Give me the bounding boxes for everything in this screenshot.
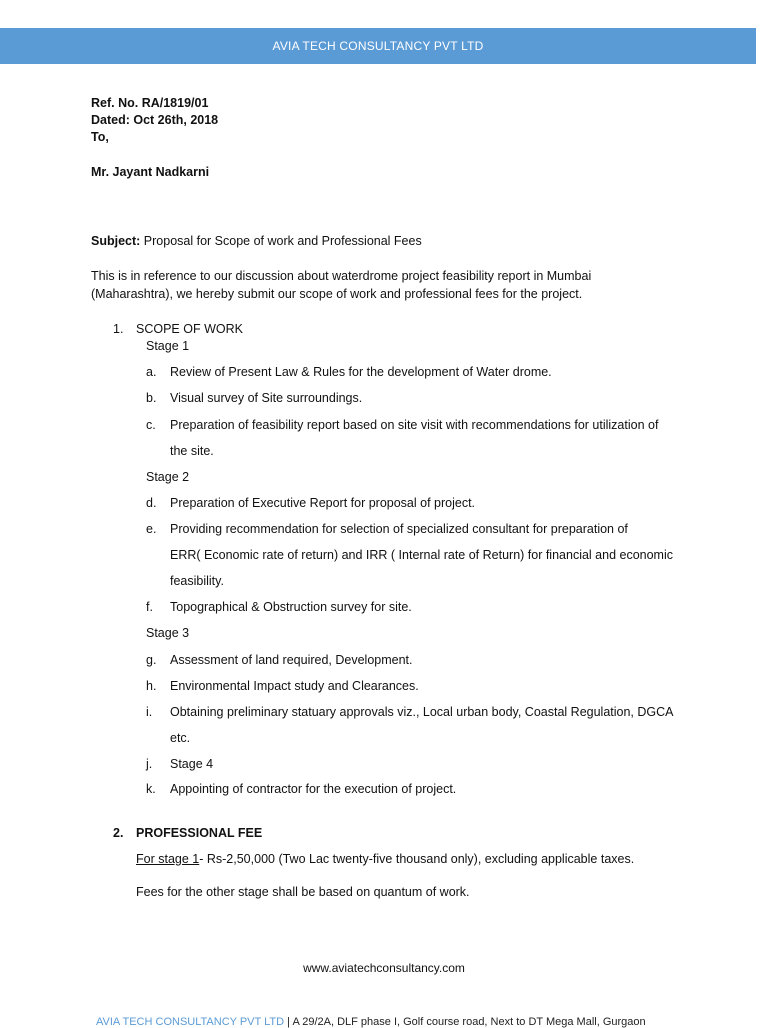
list-item: Visual survey of Site surroundings. — [170, 391, 363, 405]
list-item-continuation: feasibility. — [170, 574, 224, 588]
list-marker: h. — [146, 679, 157, 693]
subject-line — [91, 233, 422, 249]
footer-brand: AVIA TECH CONSULTANCY PVT LTD — [96, 1016, 285, 1028]
stage-3-heading: Stage 3 — [146, 626, 190, 640]
company-name: AVIA TECH CONSULTANCY PVT LTD — [272, 39, 484, 53]
letter-date: Dated: Oct 26th, 2018 — [91, 113, 219, 127]
list-marker: e. — [146, 522, 157, 536]
subject-text: Proposal for Scope of work and Professional Fees — [140, 234, 422, 248]
list-item: Assessment of land required, Development. — [170, 653, 413, 667]
list-item: Appointing of contractor for the execution of project. — [170, 782, 457, 796]
fee-stage-1 — [136, 851, 634, 867]
list-item-continuation: the site. — [170, 444, 214, 458]
fee-stage-1-text: - Rs-2,50,000 (Two Lac twenty-five thousand only), excluding applicable taxes. — [199, 852, 635, 866]
list-item: Topographical & Obstruction survey for site. — [170, 600, 412, 614]
stage-1-heading: Stage 1 — [146, 339, 190, 353]
list-item: Providing recommendation for selection of specialized consultant for preparation of — [170, 522, 628, 536]
salutation-to: To, — [91, 130, 109, 144]
list-item: Preparation of Executive Report for proposal of project. — [170, 496, 476, 510]
list-item: Obtaining preliminary statuary approvals viz., Local urban body, Coastal Regulation, DGCA — [170, 705, 674, 719]
stage-2-heading: Stage 2 — [146, 470, 190, 484]
section-heading-scope: SCOPE OF WORK — [136, 322, 243, 336]
recipient-name: Mr. Jayant Nadkarni — [91, 165, 210, 179]
footer-address-text: | A 29/2A, DLF phase I, Golf course road, Next to DT Mega Mall, Gurgaon — [284, 1016, 646, 1028]
section-number: 1. — [113, 322, 124, 336]
fee-stage-1-label: For stage 1 — [136, 852, 200, 866]
list-item-continuation: ERR( Economic rate of return) and IRR ( Internal rate of Return) for financial and economic — [170, 548, 673, 562]
list-item: Review of Present Law & Rules for the development of Water drome. — [170, 365, 552, 379]
section-heading-fee: PROFESSIONAL FEE — [136, 826, 263, 840]
reference-number: Ref. No. RA/1819/01 — [91, 96, 209, 110]
list-marker: k. — [146, 782, 156, 796]
list-marker: f. — [146, 600, 153, 614]
list-marker: j. — [146, 757, 153, 771]
subject-label: Subject: — [91, 234, 141, 248]
list-marker: b. — [146, 391, 157, 405]
list-item: Stage 4 — [170, 757, 214, 771]
list-item: Preparation of feasibility report based on site visit with recommendations for utilization of — [170, 418, 659, 432]
list-marker: a. — [146, 365, 157, 379]
list-marker: c. — [146, 418, 156, 432]
intro-paragraph-line-2: (Maharashtra), we hereby submit our scope of work and professional fees for the project. — [91, 287, 583, 301]
list-marker: i. — [146, 705, 153, 719]
section-number: 2. — [113, 826, 124, 840]
list-marker: d. — [146, 496, 157, 510]
fee-other-stages: Fees for the other stage shall be based on quantum of work. — [136, 885, 470, 899]
list-item: Environmental Impact study and Clearances. — [170, 679, 419, 693]
intro-paragraph-line-1: This is in reference to our discussion about waterdrome project feasibility report in Mumbai — [91, 269, 592, 283]
website-link[interactable]: www.aviatechconsultancy.com — [303, 961, 465, 975]
list-marker: g. — [146, 653, 157, 667]
list-item-continuation: etc. — [170, 731, 191, 745]
footer-address — [96, 1016, 646, 1028]
